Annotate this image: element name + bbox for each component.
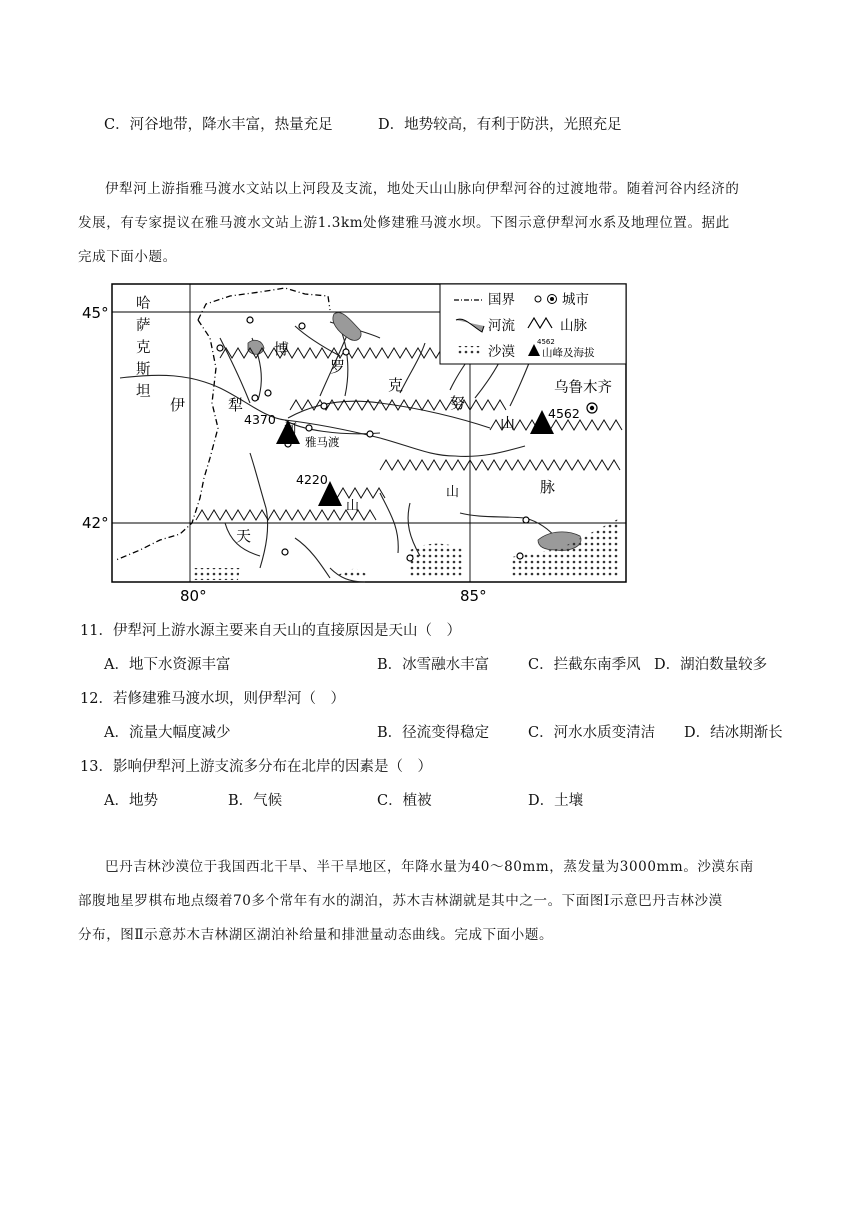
svg-text:脉: 脉	[540, 478, 556, 496]
svg-text:天: 天	[236, 527, 252, 545]
lon-80-label: 80°	[180, 587, 207, 605]
svg-text:罗: 罗	[330, 358, 346, 376]
passage-line: 完成下面小题。	[78, 249, 177, 265]
passage-line: 巴丹吉林沙漠位于我国西北干旱、半干旱地区，年降水量为40～80mm，蒸发量为3000mm。沙漠东南	[105, 859, 754, 875]
peak-4562-label: 4562	[548, 406, 580, 421]
svg-text:萨: 萨	[136, 318, 151, 334]
passage-line: 部腹地星罗棋布地点缀着70多个常年有水的湖泊，苏木吉林湖就是其中之一。下面图Ⅰ示意巴丹吉林沙漠	[78, 893, 723, 909]
question-13-stem: 13．影响伊犁河上游支流多分布在北岸的因素是（ ）	[80, 759, 432, 775]
svg-text:河: 河	[284, 422, 298, 437]
question-12-option-b: B．径流变得稳定	[377, 725, 490, 741]
question-13-option-d: D．土壤	[528, 793, 584, 809]
passage-line: 分布，图Ⅱ示意苏木吉林湖区湖泊补给量和排泄量动态曲线。完成下面小题。	[78, 927, 554, 943]
yili-river-map	[80, 278, 635, 605]
svg-text:克: 克	[388, 376, 404, 394]
question-12-option-a: A．流量大幅度减少	[104, 725, 231, 741]
legend-mountain: 山脉	[560, 318, 587, 334]
lat-42-label: 42°	[82, 514, 109, 532]
svg-text:伊: 伊	[170, 396, 186, 414]
legend-city: 城市	[562, 292, 589, 308]
map-legend	[440, 284, 626, 364]
legend-desert: 沙漠	[488, 344, 515, 360]
country-label	[136, 295, 151, 400]
legend-peak: 山峰及海拔	[542, 347, 595, 359]
passage-line: 伊犁河上游指雅马渡水文站以上河段及支流，地处天山山脉向伊犁河谷的过渡地带。随着河谷内经济的	[105, 181, 740, 197]
passage-badain-jaran	[78, 850, 778, 952]
svg-text:努: 努	[450, 394, 466, 412]
question-12-stem: 12．若修建雅马渡水坝，则伊犁河（ ）	[80, 691, 345, 707]
legend-river: 河流	[488, 318, 515, 334]
svg-text:斯: 斯	[136, 362, 151, 378]
question-13-option-c: C．植被	[377, 793, 432, 809]
question-11-option-a: A．地下水资源丰富	[104, 657, 231, 673]
question-11-option-c: C．拦截东南季风	[528, 657, 641, 673]
passage-yili	[78, 172, 778, 274]
lat-45-label: 45°	[82, 304, 109, 322]
legend-peak-sample: 4562	[537, 338, 555, 346]
question-12-option-d: D．结冰期渐长	[684, 725, 783, 741]
svg-text:哈: 哈	[136, 296, 151, 312]
option-d-prev: D．地势较高，有利于防洪，光照充足	[378, 117, 622, 133]
yamadu-label: 雅马渡	[305, 435, 340, 449]
svg-text:博: 博	[274, 340, 290, 358]
svg-text:山: 山	[346, 499, 360, 514]
urumqi-city-dot	[590, 406, 594, 410]
svg-text:山: 山	[500, 414, 516, 432]
legend-desert-icon	[456, 346, 482, 354]
svg-text:克: 克	[136, 340, 151, 356]
svg-text:山: 山	[446, 485, 460, 500]
legend-border: 国界	[488, 292, 515, 308]
svg-text:坦: 坦	[136, 384, 151, 400]
question-11-option-b: B．冰雪融水丰富	[377, 657, 490, 673]
question-11-option-d: D．湖泊数量较多	[654, 657, 768, 673]
passage-line: 发展，有专家提议在雅马渡水文站上游1.3km处修建雅马渡水坝。下图示意伊犁河水系及地理位置。据此	[78, 215, 730, 231]
legend-city-icon	[535, 296, 541, 302]
option-c-prev: C．河谷地带，降水丰富，热量充足	[104, 117, 333, 133]
peak-4220-label: 4220	[296, 472, 328, 487]
question-13-option-b: B．气候	[228, 793, 283, 809]
question-13-option-a: A．地势	[104, 793, 158, 809]
peak-4370-label: 4370	[244, 412, 276, 427]
lon-85-label: 85°	[460, 587, 487, 605]
question-11-stem: 11．伊犁河上游水源主要来自天山的直接原因是天山（ ）	[80, 623, 461, 639]
question-12-option-c: C．河水水质变清洁	[528, 725, 656, 741]
svg-text:犁: 犁	[228, 396, 244, 414]
urumqi-label: 乌鲁木齐	[554, 380, 612, 396]
